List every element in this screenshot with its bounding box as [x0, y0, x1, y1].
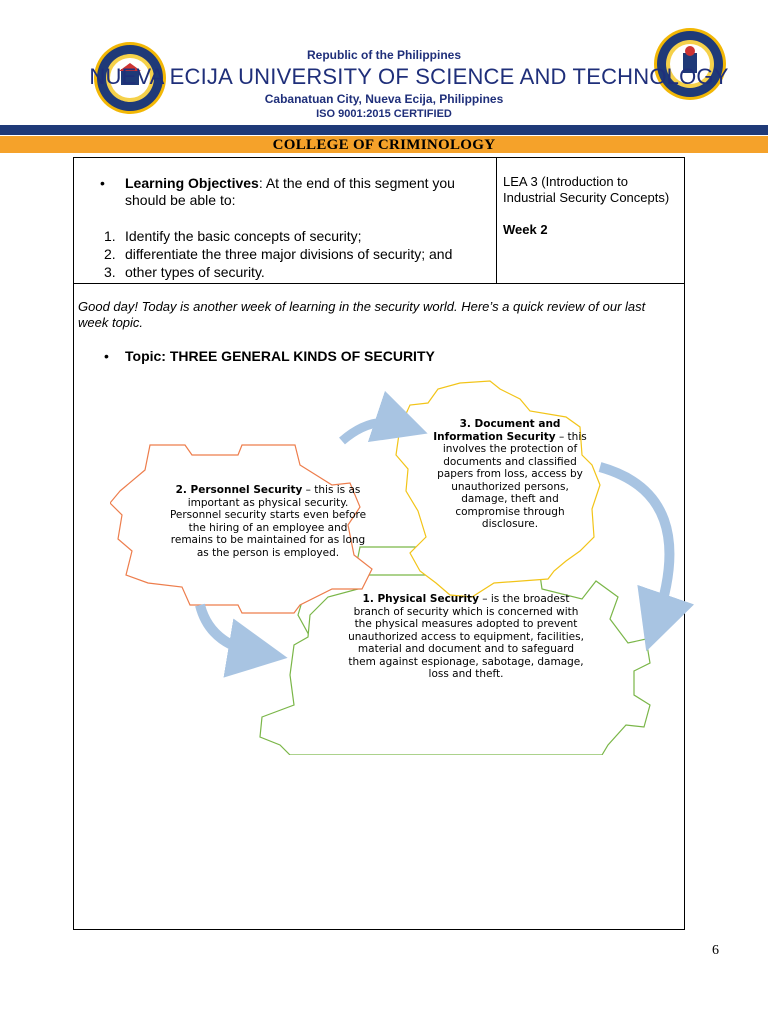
week-label: Week 2	[503, 222, 548, 237]
objectives-label: Learning Objectives	[125, 175, 259, 191]
objectives-intro: : At the end of this segment you should be able to:	[125, 175, 455, 208]
college-name: COLLEGE OF CRIMINOLOGY	[272, 137, 496, 153]
physical-security-title: 1. Physical Security	[362, 593, 479, 605]
objective-number: 3.	[104, 264, 116, 280]
personnel-security-desc: – this is as important as physical security. Personnel security starts even before the hiring of an employee and remains to be maintained for as long as the person is employed.	[169, 484, 367, 559]
header-location: Cabanatuan City, Nueva Ecija, Philippines	[264, 92, 504, 106]
objective-item: differentiate the three major divisions of security; and	[125, 246, 453, 262]
document-security-title: 3. Document and Information Security	[433, 418, 561, 443]
topic-heading: Topic: THREE GENERAL KINDS OF SECURITY	[125, 348, 435, 364]
bullet-icon: •	[100, 175, 105, 191]
document-security-desc: – this involves the protection of documents and classified papers from loss, access by unauthorized persons, damage, theft and compromise through disclosure.	[437, 430, 587, 530]
header-iso: ISO 9001:2015 CERTIFIED	[316, 108, 452, 120]
course-title: LEA 3 (Introduction to Industrial Security Concepts)	[503, 174, 670, 205]
header-university-name: NUEVA ECIJA UNIVERSITY OF SCIENCE AND TECHNOLOGY	[89, 64, 729, 89]
objective-item: Identify the basic concepts of security;	[125, 228, 362, 244]
objective-item: other types of security.	[125, 264, 265, 280]
cycle-arrow-top	[342, 422, 402, 441]
row-divider	[73, 283, 685, 284]
objective-number: 2.	[104, 246, 116, 262]
personnel-security-text	[168, 484, 368, 559]
column-divider	[496, 157, 497, 284]
header-blue-bar	[0, 125, 768, 135]
learning-objectives	[125, 175, 487, 209]
header-republic: Republic of the Philippines	[306, 48, 461, 62]
objective-number: 1.	[104, 228, 116, 244]
physical-security-text	[344, 593, 588, 681]
intro-text: Good day! Today is another week of learning in the security world. Here’s a quick review of our last week topic.	[78, 299, 646, 330]
security-gears-diagram	[110, 375, 700, 755]
page-number: 6	[712, 943, 719, 958]
physical-security-desc: – is the broadest branch of security which is concerned with the physical measures adopted to prevent unauthorized access to equipment, facilities, material and document and to safeguard them against espionage, sabotage, damage, loss and theft.	[348, 593, 584, 680]
document-security-text	[430, 418, 590, 531]
personnel-security-title: 2. Personnel Security	[175, 484, 303, 496]
bullet-icon: •	[104, 348, 109, 364]
